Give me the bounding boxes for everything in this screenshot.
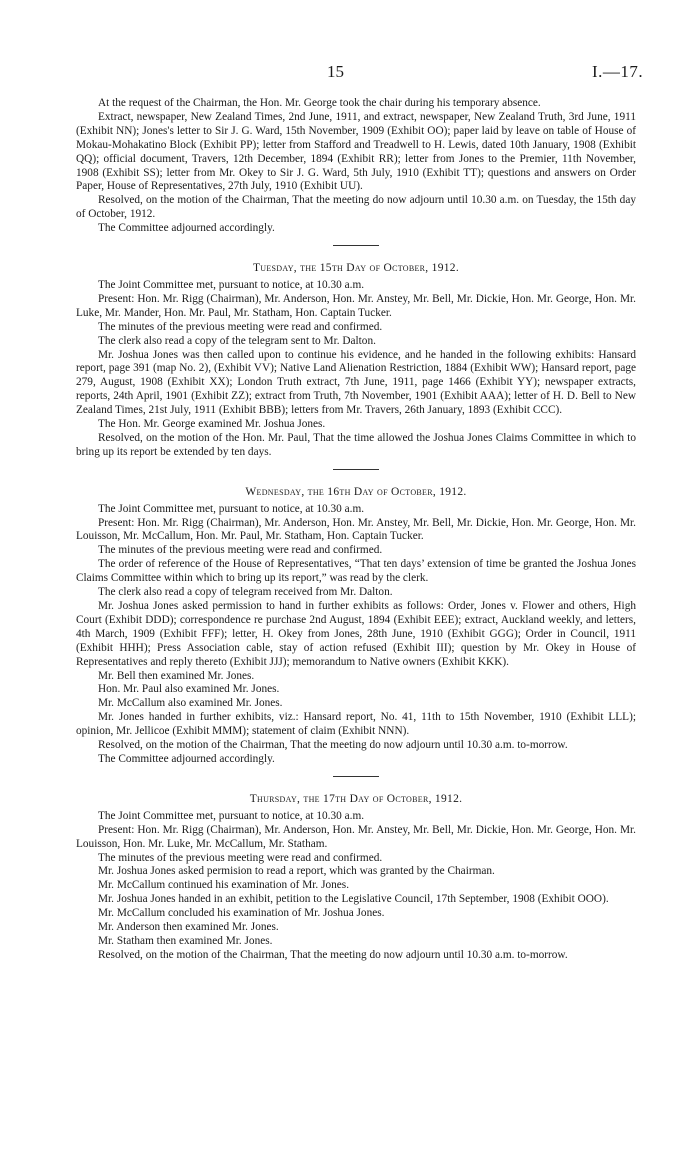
paragraph: Present: Hon. Mr. Rigg (Chairman), Mr. Anderson, Hon. Mr. Anstey, Mr. Bell, Mr. Dickie, Hon. Mr. George, Hon. Mr. Luke, Mr. Mander, Hon. Mr. Paul, Mr. Statham, Hon. Captain Tucker. (76, 292, 636, 319)
section-divider (333, 469, 379, 470)
paragraph: Resolved, on the motion of the Chairman, That the meeting do now adjourn until 10.30 a.m. to-morrow. (98, 948, 568, 961)
section-heading: Wednesday, the 16th Day of October, 1912. (245, 485, 467, 498)
paragraph: The minutes of the previous meeting were read and confirmed. (98, 320, 383, 333)
paragraph: Mr. Statham then examined Mr. Jones. (98, 934, 273, 947)
paragraph: At the request of the Chairman, the Hon. Mr. George took the chair during his temporary absence. (98, 97, 541, 109)
paragraph: Hon. Mr. Paul also examined Mr. Jones. (98, 683, 280, 696)
paragraph: The order of reference of the House of Representatives, “That ten days’ extension of time be granted the Joshua Jones Claims Committee within which to bring up its report,” was read by the clerk. (76, 558, 636, 585)
paragraph: Resolved, on the motion of the Chairman, That the meeting do now adjourn until 10.30 a.m. to-morrow. (98, 739, 568, 752)
page-number: 15 (327, 62, 344, 81)
section-continued (76, 97, 636, 236)
paragraph: The Hon. Mr. George examined Mr. Joshua Jones. (98, 418, 326, 431)
paragraph: Extract, newspaper, New Zealand Times, 2nd June, 1911, and extract, newspaper, New Zealand Truth, 3rd June, 1911 (Exhibit NN); Jones's letter to Sir J. G. Ward, 15th November, 1909 (Exhibit OO); paper laid by leave on table of House of Mokau-Mohakatino Block (Exhibit PP); letter from Stafford and Treadwell to H. Lewis, dated 10th January, 1908 (Exhibit QQ); official document, Travers, 12th December, 1894 (Exhibit RR); letter from Jones to the Premier, 11th November, 1908 (Exhibit SS); letter from Mr. Okey to Sir J. G. Ward, 5th July, 1910 (Exhibit TT); questions and answers on Order Paper, House of Representatives, 27th July, 1910 (Exhibit UU). (76, 110, 636, 193)
paragraph: Mr. McCallum concluded his examination of Mr. Joshua Jones. (98, 907, 385, 920)
paragraph: Mr. Joshua Jones was then called upon to continue his evidence, and he handed in the following exhibits: Hansard report, page 391 (map No. 2), (Exhibit VV); Native Land Alienation Restriction, 1884 (Exhibit WW); Hansard report, page 279, August, 1908 (Exhibit XX); London Truth extract, 7th June, 1911, page 1466 (Exhibit YY); newspaper extracts, reports, 24th April, 1901 (Exhibit ZZ); extract from Truth, 7th November, 1901 (Exhibit AAA); letter of H. D. Bell to New Zealand Times, 21st July, 1911 (Exhibit BBB); letters from Mr. Travers, 26th January, 1893 (Exhibit CCC). (76, 348, 636, 417)
paragraph: Mr. McCallum also examined Mr. Jones. (98, 697, 283, 710)
paragraph: Mr. Bell then examined Mr. Jones. (98, 669, 255, 682)
paragraph: Present: Hon. Mr. Rigg (Chairman), Mr. Anderson, Hon. Mr. Anstey, Mr. Bell, Mr. Dickie, Hon. Mr. George, Hon. Mr. Louisson, Hon. Mr. Luke, Mr. McCallum, Mr. Statham. (76, 823, 636, 850)
section-thursday (76, 793, 636, 963)
paragraph: The Joint Committee met, pursuant to notice, at 10.30 a.m. (98, 278, 365, 291)
document-reference: I.—17. (592, 62, 644, 81)
section-heading: Thursday, the 17th Day of October, 1912. (249, 792, 463, 805)
page-header (0, 62, 700, 84)
paragraph: Mr. Joshua Jones handed in an exhibit, petition to the Legislative Council, 17th September, 1908 (Exhibit OOO). (98, 893, 609, 906)
paragraph: Mr. Jones handed in further exhibits, viz.: Hansard report, No. 41, 11th to 15th November, 1910 (Exhibit LLL); opinion, Mr. Jellicoe (Exhibit MMM); statement of claim (Exhibit NNN). (76, 711, 636, 738)
section-divider (333, 245, 379, 246)
document-body (76, 97, 636, 963)
paragraph: Present: Hon. Mr. Rigg (Chairman), Mr. Anderson, Hon. Mr. Anstey, Mr. Bell, Mr. Dickie, Hon. Mr. George, Hon. Mr. Louisson, Mr. McCallum, Hon. Mr. Paul, Mr. Statham, Hon. Captain Tucker. (76, 516, 636, 543)
paragraph: The minutes of the previous meeting were read and confirmed. (98, 851, 383, 864)
section-tuesday (76, 262, 636, 460)
paragraph: The clerk also read a copy of the telegram sent to Mr. Dalton. (98, 334, 376, 347)
section-wednesday (76, 486, 636, 767)
paragraph: The Committee adjourned accordingly. (98, 752, 275, 765)
paragraph: The Committee adjourned accordingly. (98, 222, 275, 235)
paragraph: The clerk also read a copy of telegram received from Mr. Dalton. (98, 586, 393, 599)
paragraph: The minutes of the previous meeting were read and confirmed. (98, 544, 383, 557)
paragraph: Mr. McCallum continued his examination of Mr. Jones. (98, 879, 350, 892)
paragraph: Mr. Anderson then examined Mr. Jones. (98, 921, 279, 934)
paragraph: The Joint Committee met, pursuant to notice, at 10.30 a.m. (98, 809, 365, 822)
paragraph: The Joint Committee met, pursuant to notice, at 10.30 a.m. (98, 502, 365, 515)
paragraph: Resolved, on the motion of the Hon. Mr. Paul, That the time allowed the Joshua Jones Claims Committee in which to bring up its report be extended by ten days. (76, 431, 636, 458)
paragraph: Resolved, on the motion of the Chairman, That the meeting do now adjourn until 10.30 a.m. on Tuesday, the 15th day of October, 1912. (76, 194, 636, 221)
section-heading: Tuesday, the 15th Day of October, 1912. (252, 262, 460, 275)
paragraph: Mr. Joshua Jones asked permission to hand in further exhibits as follows: Order, Jones v. Flower and others, High Court (Exhibit DDD); correspondence re purchase 2nd August, 1894 (Exhibit EEE); extract, Auckland weekly, and letters, 4th March, 1909 (Exhibit FFF); letter, H. Okey from Jones, 28th June, 1910 (Exhibit GGG); Order in Council, 1911 (Exhibit HHH); Press Association cable, stay of action refused (Exhibit III); question by Mr. Okey in House of Representatives and reply thereto (Exhibit JJJ); memorandum to Native owners (Exhibit KKK). (76, 600, 636, 668)
paragraph: Mr. Joshua Jones asked permision to read a report, which was granted by the Chairman. (98, 865, 495, 878)
section-divider (333, 776, 379, 777)
